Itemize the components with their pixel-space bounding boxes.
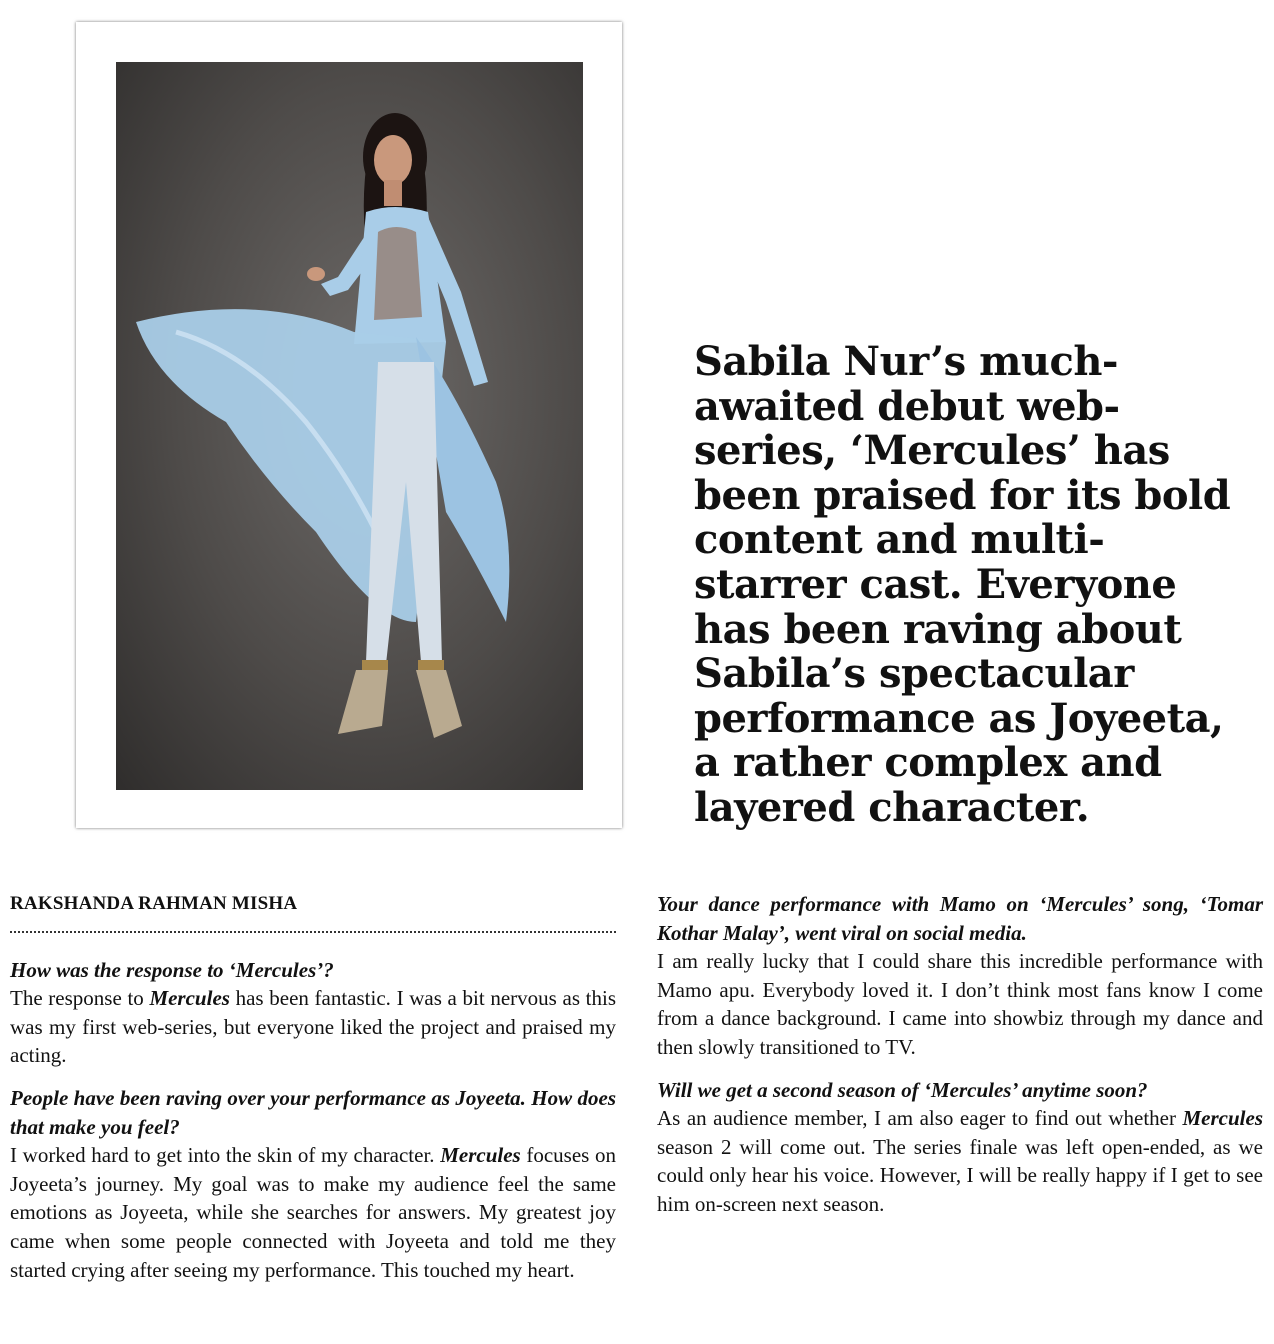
answer-4-text-end: season 2 will come out. The series finale was left open-ended, as we could only hear his voice. However, I will be really happy if I get to see him on-screen next season. — [657, 1134, 1263, 1216]
portrait-illustration — [116, 62, 583, 790]
portrait-photo — [116, 62, 583, 790]
author-byline: RAKSHANDA RAHMAN MISHA — [10, 890, 616, 933]
question-1: How was the response to ‘Mercules’? — [10, 957, 334, 982]
qa-block-1 — [10, 956, 616, 1070]
qa-block-2 — [10, 1084, 616, 1284]
answer-2 — [10, 1141, 616, 1284]
answer-4-text-start: As an audience member, I am also eager to find out whether — [657, 1106, 1183, 1131]
answer-2-text-start: I worked hard to get into the skin of my character. — [10, 1143, 441, 1168]
answer-2-series-title: Mercules — [440, 1143, 521, 1168]
question-4: Will we get a second season of ‘Mercules’ anytime soon? — [657, 1077, 1148, 1102]
answer-1-series-title: Mercules — [149, 986, 230, 1011]
photo-frame — [76, 22, 622, 828]
question-3: Your dance performance with Mamo on ‘Mercules’ song, ‘Tomar Kothar Malay’, went viral on social media. — [657, 892, 1263, 945]
answer-1-text-start: The response to — [10, 986, 150, 1011]
qa-block-4 — [657, 1076, 1263, 1219]
answer-4 — [657, 1104, 1263, 1218]
answer-3: I am really lucky that I could share this incredible performance with Mamo apu. Everybody loved it. I don’t think most fans know I come from a dance background. I came into showbiz through my dance and then slowly transitioned to TV. — [657, 949, 1263, 1059]
answer-2-text-end: focuses on Joyeeta’s journey. My goal was to make my audience feel the same emotions as Joyeeta, while she searches for answers. My greatest joy came when some people connected with Joyeeta and told me they started crying after seeing my performance. This touched my heart. — [10, 1143, 617, 1282]
answer-1 — [10, 984, 616, 1070]
answer-4-series-title: Mercules — [1182, 1106, 1263, 1131]
headline-intro: Sabila Nur’s much-awaited debut web-series, ‘Mercules’ has been praised for its bold content and multi-starrer cast. Everyone has been raving about Sabila’s spectacular performance as Joyeeta, a rather complex and layered character. — [694, 338, 1231, 831]
answer-1-text-end: has been fantastic. I was a bit nervous as this was my first web-series, but everyone liked the project and praised my acting. — [10, 986, 616, 1068]
article-column-right — [657, 890, 1263, 1219]
article-column-left — [10, 890, 616, 1284]
qa-block-3 — [657, 890, 1263, 1062]
question-2: People have been raving over your performance as Joyeeta. How does that make you feel? — [10, 1085, 616, 1139]
